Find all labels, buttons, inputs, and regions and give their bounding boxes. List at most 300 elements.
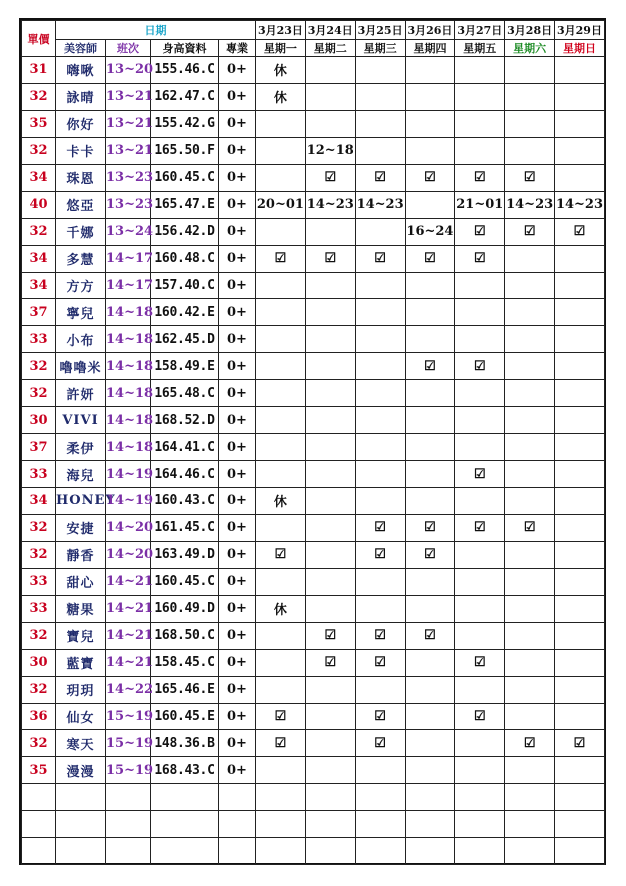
day-cell [505,461,555,488]
shift-cell: 14~18 [106,380,151,407]
price-cell: 32 [22,218,56,245]
shift-cell: 14~17 [106,272,151,299]
day-cell [256,622,306,649]
height-cell: 168.52.D [151,407,219,434]
price-cell: 33 [22,595,56,622]
table-row [22,649,605,676]
day-cell: 21~01 [455,191,505,218]
day-cell [455,299,505,326]
stylist-name-cell: 海兒 [56,461,106,488]
day-cell [405,568,455,595]
empty-cell [219,784,256,811]
empty-cell [305,784,355,811]
day-cell [305,541,355,568]
table-row [22,57,605,84]
day-cell [405,110,455,137]
table-row [22,380,605,407]
day-cell: ☑ [405,164,455,191]
stylist-name-cell: 仙女 [56,703,106,730]
day-cell [555,461,605,488]
price-cell: 32 [22,353,56,380]
day-cell [355,434,405,461]
day-cell [505,568,555,595]
day-cell [555,514,605,541]
day-cell [305,595,355,622]
shift-cell: 15~19 [106,703,151,730]
day-cell [505,110,555,137]
day-cell: ☑ [555,218,605,245]
shift-cell: 14~21 [106,649,151,676]
weekday-cell: 星期三 [355,40,405,57]
height-cell: 162.45.D [151,326,219,353]
spec-cell: 0+ [219,164,256,191]
price-cell: 37 [22,299,56,326]
day-cell [555,83,605,110]
day-cell [355,299,405,326]
day-cell: ☑ [405,245,455,272]
height-cell: 148.36.B [151,730,219,757]
empty-cell [355,838,405,865]
day-cell: 休 [256,488,306,515]
stylist-name-cell: VIVI [56,407,106,434]
height-cell: 164.41.C [151,434,219,461]
day-cell [305,272,355,299]
day-cell [505,541,555,568]
weekday-cell-saturday: 星期六 [505,40,555,57]
day-cell [455,595,505,622]
empty-cell [505,811,555,838]
day-cell: 休 [256,595,306,622]
height-cell: 165.48.C [151,380,219,407]
day-cell [256,676,306,703]
date-cell: 3月24日 [305,21,355,40]
day-cell [305,353,355,380]
stylist-name-cell: 悠亞 [56,191,106,218]
day-cell [355,137,405,164]
stylist-name-cell: 寶兒 [56,622,106,649]
empty-cell [455,838,505,865]
empty-cell [405,784,455,811]
shift-cell: 14~18 [106,407,151,434]
empty-cell [151,838,219,865]
date-cell: 3月25日 [355,21,405,40]
stylist-name-cell: 嚕嚕米 [56,353,106,380]
day-cell [355,461,405,488]
stylist-name-cell: 小布 [56,326,106,353]
day-cell [405,272,455,299]
height-cell: 160.42.E [151,299,219,326]
weekday-cell: 星期二 [305,40,355,57]
day-cell [555,110,605,137]
day-cell [505,595,555,622]
day-cell [505,137,555,164]
day-cell [455,407,505,434]
price-cell: 32 [22,541,56,568]
shift-cell: 14~17 [106,245,151,272]
day-cell [505,703,555,730]
day-cell [355,757,405,784]
weekday-cell: 星期一 [256,40,306,57]
height-cell: 160.45.E [151,703,219,730]
day-cell [455,380,505,407]
day-cell: ☑ [305,649,355,676]
stylist-name-cell: 糖果 [56,595,106,622]
day-cell [555,380,605,407]
spec-cell: 0+ [219,353,256,380]
spec-cell: 0+ [219,461,256,488]
day-cell: ☑ [405,541,455,568]
day-cell [305,407,355,434]
spec-cell: 0+ [219,541,256,568]
shift-cell: 14~20 [106,514,151,541]
day-cell [355,218,405,245]
day-cell: 休 [256,83,306,110]
day-cell: ☑ [505,730,555,757]
height-cell: 160.45.C [151,164,219,191]
day-cell [256,568,306,595]
empty-cell [256,811,306,838]
day-cell [405,676,455,703]
shift-cell: 14~18 [106,326,151,353]
day-cell [405,649,455,676]
table-row [22,568,605,595]
price-cell: 34 [22,245,56,272]
empty-cell [219,811,256,838]
spec-cell: 0+ [219,434,256,461]
day-cell [256,218,306,245]
day-cell [405,83,455,110]
day-cell [555,595,605,622]
day-cell [455,326,505,353]
date-cell: 3月29日 [555,21,605,40]
table-row [22,703,605,730]
spec-cell: 0+ [219,649,256,676]
day-cell [355,57,405,84]
empty-cell [106,811,151,838]
day-cell [256,299,306,326]
height-cell: 162.47.C [151,83,219,110]
empty-cell [151,811,219,838]
stylist-name-cell: 靜香 [56,541,106,568]
day-cell: 20~01 [256,191,306,218]
day-cell [505,326,555,353]
spec-cell: 0+ [219,730,256,757]
shift-cell: 14~18 [106,434,151,461]
day-cell: ☑ [455,245,505,272]
spec-cell: 0+ [219,272,256,299]
height-cell: 164.46.C [151,461,219,488]
day-cell: ☑ [355,164,405,191]
stylist-name-cell: 你好 [56,110,106,137]
stylist-name-cell: 許妍 [56,380,106,407]
spec-cell: 0+ [219,757,256,784]
table-row [22,218,605,245]
spec-cell: 0+ [219,380,256,407]
day-cell: ☑ [355,245,405,272]
day-cell [405,434,455,461]
day-cell [405,757,455,784]
stylist-name-cell: 珠恩 [56,164,106,191]
weekday-cell: 星期五 [455,40,505,57]
price-cell: 32 [22,83,56,110]
date-cell: 3月23日 [256,21,306,40]
day-cell: ☑ [355,514,405,541]
table-row [22,83,605,110]
price-cell: 32 [22,676,56,703]
day-cell [455,83,505,110]
day-cell [505,488,555,515]
table-row [22,299,605,326]
shift-cell: 15~19 [106,757,151,784]
day-cell [355,83,405,110]
day-cell [305,568,355,595]
day-cell [256,380,306,407]
day-cell [405,191,455,218]
day-cell [305,461,355,488]
day-cell [555,353,605,380]
table-row [22,191,605,218]
day-cell [505,272,555,299]
day-cell: ☑ [256,703,306,730]
table-row [22,757,605,784]
day-cell [355,595,405,622]
day-cell [305,299,355,326]
day-cell [256,164,306,191]
day-cell: ☑ [355,649,405,676]
day-cell [305,757,355,784]
day-cell [405,488,455,515]
day-cell [455,541,505,568]
day-cell [355,407,405,434]
empty-cell [455,784,505,811]
height-cell: 163.49.D [151,541,219,568]
day-cell: ☑ [455,649,505,676]
day-cell [355,676,405,703]
table-row [22,353,605,380]
day-cell: ☑ [256,730,306,757]
empty-cell [405,811,455,838]
day-cell [305,488,355,515]
spec-cell: 0+ [219,137,256,164]
height-cell: 168.43.C [151,757,219,784]
stylist-name-cell: 寧兒 [56,299,106,326]
day-cell: 休 [256,57,306,84]
date-cell: 3月26日 [405,21,455,40]
table-row [22,461,605,488]
stylist-name-cell: 安捷 [56,514,106,541]
day-cell [555,137,605,164]
day-cell [555,649,605,676]
day-cell: ☑ [355,730,405,757]
day-cell [355,272,405,299]
table-row [22,137,605,164]
price-cell: 33 [22,326,56,353]
stylist-header: 美容師 [56,40,106,57]
schedule-body [22,57,605,865]
shift-cell: 13~23 [106,164,151,191]
stylist-name-cell: HONEY [56,488,106,515]
shift-cell: 14~21 [106,568,151,595]
height-cell: 155.42.G [151,110,219,137]
table-row [22,434,605,461]
height-cell: 160.45.C [151,568,219,595]
day-cell [256,434,306,461]
price-cell: 34 [22,272,56,299]
day-cell [505,245,555,272]
table-row [22,326,605,353]
day-cell: ☑ [405,514,455,541]
day-cell [305,218,355,245]
day-cell [455,730,505,757]
shift-cell: 14~19 [106,461,151,488]
table-row [22,514,605,541]
height-cell: 168.50.C [151,622,219,649]
spec-cell: 0+ [219,299,256,326]
shift-cell: 15~19 [106,730,151,757]
day-cell: 14~23 [505,191,555,218]
day-cell [405,730,455,757]
spec-cell: 0+ [219,488,256,515]
day-cell [256,326,306,353]
stylist-name-cell: 玥玥 [56,676,106,703]
price-cell: 32 [22,730,56,757]
day-cell [355,488,405,515]
day-cell [405,407,455,434]
height-cell: 165.47.E [151,191,219,218]
day-cell [256,407,306,434]
height-cell: 160.49.D [151,595,219,622]
day-cell: ☑ [305,245,355,272]
spec-cell: 0+ [219,676,256,703]
empty-cell [151,784,219,811]
stylist-name-cell: 詠晴 [56,83,106,110]
table-row [22,730,605,757]
day-cell [355,110,405,137]
day-cell: ☑ [305,622,355,649]
day-cell [405,57,455,84]
empty-cell [355,784,405,811]
price-cell: 31 [22,57,56,84]
day-cell: 14~23 [305,191,355,218]
day-cell [256,514,306,541]
day-cell: ☑ [405,353,455,380]
empty-cell [56,811,106,838]
shift-cell: 14~21 [106,595,151,622]
day-cell [555,541,605,568]
day-cell: ☑ [505,514,555,541]
day-cell: 14~23 [355,191,405,218]
height-cell: 165.46.E [151,676,219,703]
shift-cell: 14~22 [106,676,151,703]
empty-row [22,838,605,865]
shift-cell: 13~20 [106,57,151,84]
day-cell [505,380,555,407]
shift-cell: 13~24 [106,218,151,245]
spec-cell: 0+ [219,245,256,272]
spec-cell: 0+ [219,514,256,541]
empty-cell [22,784,56,811]
day-cell [405,380,455,407]
day-cell: ☑ [405,622,455,649]
empty-cell [555,838,605,865]
price-cell: 35 [22,757,56,784]
spec-cell: 0+ [219,703,256,730]
empty-cell [22,838,56,865]
day-cell [405,299,455,326]
empty-cell [355,811,405,838]
day-cell [555,703,605,730]
day-cell [505,622,555,649]
day-cell [305,57,355,84]
shift-cell: 14~19 [106,488,151,515]
day-cell [405,137,455,164]
day-cell [555,757,605,784]
day-cell [505,757,555,784]
height-cell: 161.45.C [151,514,219,541]
day-cell [555,245,605,272]
day-cell [505,57,555,84]
table-row [22,245,605,272]
schedule-table [21,20,605,865]
date-cell: 3月28日 [505,21,555,40]
day-cell: ☑ [505,164,555,191]
spec-header: 專業 [219,40,256,57]
date-header: 日期 [56,21,256,40]
price-cell: 36 [22,703,56,730]
day-cell [555,164,605,191]
height-cell: 157.40.C [151,272,219,299]
day-cell: ☑ [555,730,605,757]
height-cell: 160.48.C [151,245,219,272]
spec-cell: 0+ [219,191,256,218]
empty-cell [219,838,256,865]
empty-cell [256,838,306,865]
day-cell [505,83,555,110]
price-cell: 33 [22,568,56,595]
day-cell [455,110,505,137]
price-cell: 34 [22,488,56,515]
day-cell: ☑ [355,703,405,730]
price-cell: 33 [22,461,56,488]
stylist-name-cell: 漫漫 [56,757,106,784]
day-cell: ☑ [355,541,405,568]
day-cell [355,568,405,595]
price-cell: 30 [22,407,56,434]
stylist-name-cell: 多慧 [56,245,106,272]
day-cell [505,649,555,676]
day-cell [256,272,306,299]
day-cell [455,757,505,784]
spec-cell: 0+ [219,622,256,649]
price-cell: 32 [22,380,56,407]
spec-cell: 0+ [219,568,256,595]
price-cell: 32 [22,514,56,541]
empty-row [22,811,605,838]
day-cell [305,730,355,757]
day-cell [505,299,555,326]
day-cell [555,488,605,515]
day-cell [305,110,355,137]
empty-cell [56,784,106,811]
day-cell: ☑ [455,164,505,191]
empty-cell [22,811,56,838]
day-cell [355,353,405,380]
day-cell [305,514,355,541]
spec-cell: 0+ [219,407,256,434]
day-cell [305,83,355,110]
table-row [22,488,605,515]
day-cell: ☑ [256,245,306,272]
